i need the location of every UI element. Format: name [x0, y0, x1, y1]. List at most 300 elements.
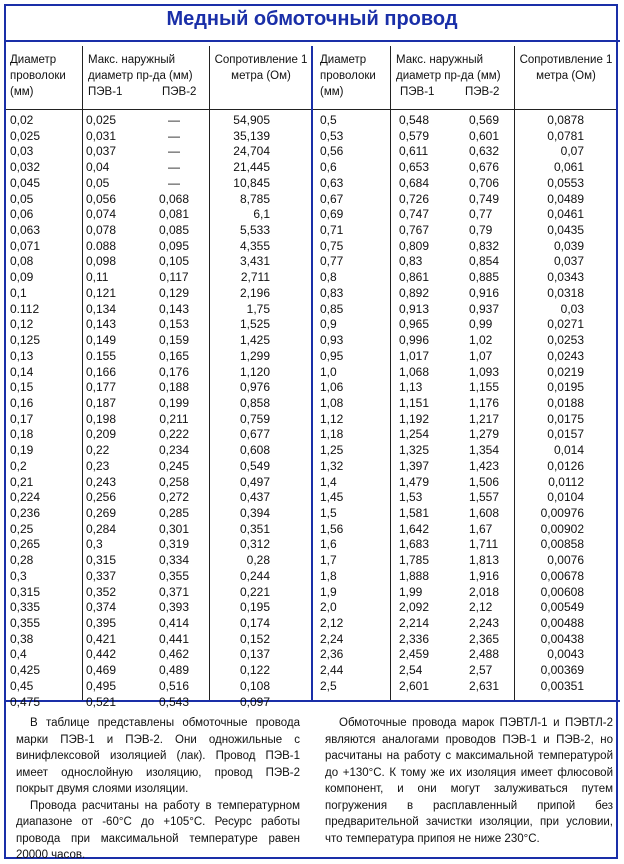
- table-cell: 1,916: [469, 568, 500, 583]
- table-cell: 0,976: [239, 380, 270, 395]
- table-cell: 0,1: [10, 285, 27, 300]
- left-resistance-column: [222, 113, 270, 710]
- table-cell: 0,153: [158, 317, 190, 332]
- table-cell: 0,137: [239, 647, 270, 662]
- table-cell: 0,061: [553, 160, 584, 175]
- table-cell: 0.088: [86, 238, 117, 253]
- table-cell: 0,176: [158, 364, 190, 379]
- table-cell: 1,299: [239, 348, 270, 363]
- table-cell: 0,301: [158, 521, 190, 536]
- table-cell: 1,67: [469, 521, 493, 536]
- table-cell: 2,196: [239, 285, 270, 300]
- table-cell: —: [168, 175, 180, 190]
- table-cell: 0,394: [239, 505, 270, 520]
- table-cell: 0,0195: [547, 380, 584, 395]
- right-resistance-column: [528, 113, 584, 695]
- left-pev2-column: [148, 113, 200, 710]
- table-cell: 0,143: [158, 301, 190, 316]
- table-cell: 1,56: [320, 521, 344, 536]
- table-cell: 0,9: [320, 317, 337, 332]
- table-cell: 0,548: [399, 113, 430, 127]
- table-cell: 0,885: [469, 270, 500, 285]
- table-cell: 1,02: [469, 333, 493, 348]
- table-cell: 1,7: [320, 553, 337, 568]
- table-cell: —: [168, 160, 180, 175]
- table-cell: 5,533: [239, 223, 270, 238]
- table-cell: 2,36: [320, 647, 344, 662]
- table-cell: 1,4: [320, 474, 337, 489]
- table-cell: 0,77: [469, 207, 493, 222]
- table-cell: 0,025: [10, 128, 41, 143]
- table-cell: 0,122: [239, 663, 270, 678]
- table-cell: 0,272: [158, 490, 190, 505]
- table-cell: 54,905: [233, 113, 270, 127]
- table-cell: 0,854: [469, 254, 500, 269]
- table-cell: 0,28: [10, 553, 34, 568]
- table-cell: 0,063: [10, 223, 41, 238]
- table-cell: 1,068: [399, 364, 430, 379]
- table-cell: 0,00902: [540, 521, 584, 536]
- table-cell: 0,05: [86, 175, 110, 190]
- table-cell: 1,12: [320, 411, 344, 426]
- table-cell: 0,17: [10, 411, 34, 426]
- header-pev2-right: ПЭВ-2: [465, 86, 500, 98]
- table-cell: 0,684: [399, 175, 430, 190]
- table-cell: 0,747: [399, 207, 430, 222]
- table-cell: 0,056: [86, 191, 117, 206]
- table-cell: 0,0461: [547, 207, 584, 222]
- table-cell: 0,18: [10, 427, 34, 442]
- table-cell: 1,151: [399, 395, 430, 410]
- table-cell: 0,0271: [547, 317, 584, 332]
- table-cell: 1,325: [399, 443, 430, 458]
- table-cell: 0,068: [158, 191, 190, 206]
- table-cell: 1,683: [399, 537, 430, 552]
- table-cell: 35,139: [233, 128, 270, 143]
- table-cell: 1,120: [239, 364, 270, 379]
- table-cell: 0,0253: [547, 333, 584, 348]
- table-cell: 1,642: [399, 521, 430, 536]
- table-cell: 0,121: [86, 285, 117, 300]
- table-cell: 1,711: [469, 537, 499, 552]
- table-cell: 0,195: [239, 600, 270, 615]
- table-cell: 0,078: [86, 223, 117, 238]
- right-diameter-column: [320, 113, 380, 695]
- table-cell: 0,00678: [540, 568, 584, 583]
- note-paragraph: Обмоточные провода марок ПЭВТЛ-1 и ПЭВТЛ-2 являются аналогами проводов ПЭВ-1 и ПЭВ-2, но расчитаны на работу с максимальной температурой до +130°С. К тому же их изоляция имеет флюсовой компонент, и они могут залуживаться путем погружения в расплавленный припой без предварительной зачистки изоляции, при условии, что температура припоя не ниже 230°С.: [325, 717, 613, 845]
- header-pev2-left: ПЭВ-2: [162, 86, 197, 98]
- table-cell: 0,83: [399, 254, 423, 269]
- table-cell: 0,234: [158, 443, 190, 458]
- table-cell: 0.155: [86, 348, 117, 363]
- table-cell: 0,149: [86, 333, 117, 348]
- table-cell: 0,0489: [547, 191, 584, 206]
- table-cell: 0,05: [10, 191, 34, 206]
- table-cell: 0,0781: [547, 128, 584, 143]
- table-cell: 2,57: [469, 663, 493, 678]
- table-cell: 0,00976: [540, 505, 584, 520]
- table-cell: 0,67: [320, 191, 344, 206]
- table-cell: 0,00488: [540, 616, 584, 630]
- table-cell: 0,071: [10, 238, 41, 253]
- table-cell: 0,222: [158, 427, 190, 442]
- table-cell: 0,352: [86, 584, 117, 599]
- table-cell: 0,421: [86, 631, 117, 646]
- table-cell: 0,63: [320, 175, 344, 190]
- table-cell: 0,2: [10, 458, 27, 473]
- table-cell: 0,125: [10, 333, 41, 348]
- table-cell: 0,726: [399, 191, 430, 206]
- table-cell: 0,521: [86, 694, 117, 709]
- table-cell: 0,767: [399, 223, 430, 238]
- table-cell: 2,488: [469, 647, 500, 662]
- table-cell: 0,996: [399, 333, 430, 348]
- table-cell: 0,265: [10, 537, 41, 552]
- table-cell: 0,749: [469, 191, 500, 206]
- table-cell: 0,081: [158, 207, 190, 222]
- table-cell: 0,608: [239, 443, 270, 458]
- table-cell: 1,18: [320, 427, 344, 442]
- table-cell: 0,809: [399, 238, 430, 253]
- header-pev1-left: ПЭВ-1: [88, 86, 123, 98]
- table-cell: 0,315: [10, 584, 41, 599]
- table-cell: 1,557: [469, 490, 500, 505]
- table-cell: 0,601: [469, 128, 500, 143]
- table-cell: 0,243: [86, 474, 117, 489]
- table-cell: 0,371: [158, 584, 190, 599]
- table-cell: 1,07: [469, 348, 493, 363]
- table-cell: 0,677: [239, 427, 270, 442]
- table-cell: 0,442: [86, 647, 117, 662]
- table-cell: 0,00608: [540, 584, 584, 599]
- note-paragraph: Провода расчитаны на работу в температурном диапазоне от -60°С до +105°С. Ресурс работы провода при максимальной температуре равен 20000 часов.: [16, 799, 300, 861]
- header-pev1-right: ПЭВ-1: [400, 86, 435, 98]
- table-cell: 2,54: [399, 663, 423, 678]
- table-cell: 0,497: [239, 474, 270, 489]
- table-cell: 0,0219: [547, 364, 584, 379]
- table-cell: 8,785: [239, 191, 270, 206]
- table-cell: 0,00858: [540, 537, 584, 552]
- table-cell: 0,335: [10, 600, 41, 615]
- table-cell: 2,24: [320, 631, 344, 646]
- table-cell: 0,706: [469, 175, 500, 190]
- table-cell: 0,211: [159, 411, 189, 426]
- table-cell: 2,459: [399, 647, 430, 662]
- table-cell: 0,579: [399, 128, 430, 143]
- table-cell: 0,03: [560, 301, 584, 316]
- table-cell: 0,245: [158, 458, 190, 473]
- table-cell: 0,032: [10, 160, 41, 175]
- table-cell: 0,244: [239, 568, 270, 583]
- table-cell: 0,0112: [548, 474, 584, 489]
- table-cell: 0,462: [158, 647, 190, 662]
- table-cell: 0,6: [320, 160, 337, 175]
- column-divider: [514, 46, 515, 700]
- table-cell: 0,516: [158, 678, 190, 693]
- table-cell: 0,108: [239, 678, 270, 693]
- table-cell: 0,437: [239, 490, 270, 505]
- table-divider: [311, 46, 313, 700]
- table-cell: 0,351: [239, 521, 270, 536]
- table-cell: 0,916: [469, 285, 500, 300]
- table-cell: 0,71: [320, 223, 344, 238]
- table-cell: 0,0435: [547, 223, 584, 238]
- table-cell: 0,16: [10, 395, 34, 410]
- table-cell: 0,0104: [547, 490, 584, 505]
- table-cell: 0,3: [86, 537, 103, 552]
- table-cell: 0,676: [469, 160, 500, 175]
- table-cell: 4,355: [239, 238, 270, 253]
- table-cell: 0,892: [399, 285, 430, 300]
- header-resistance-right: Сопротивление 1 метра (Ом): [519, 54, 613, 82]
- table-cell: 1,06: [320, 380, 344, 395]
- table-cell: 0,95: [320, 348, 344, 363]
- table-cell: 0,0878: [547, 113, 584, 127]
- table-cell: 0,549: [239, 458, 270, 473]
- table-cell: 0,258: [158, 474, 190, 489]
- table-cell: 2,631: [469, 678, 500, 693]
- table-cell: 0,0126: [547, 458, 584, 473]
- table-cell: 1,75: [246, 301, 270, 316]
- table-cell: 0,28: [246, 553, 270, 568]
- table-cell: 0,0318: [547, 285, 584, 300]
- table-cell: 2,336: [399, 631, 430, 646]
- table-cell: 2,12: [469, 600, 493, 615]
- table-cell: 0,374: [86, 600, 117, 615]
- table-cell: 0,12: [10, 317, 34, 332]
- table-cell: 0,337: [86, 568, 117, 583]
- table-cell: 0,334: [158, 553, 190, 568]
- table-cell: 0,105: [158, 254, 190, 269]
- table-cell: 0,256: [86, 490, 117, 505]
- table-cell: 0,285: [158, 505, 190, 520]
- table-cell: 0,11: [86, 270, 109, 285]
- table-cell: 1,785: [399, 553, 430, 568]
- table-cell: 0,832: [469, 238, 500, 253]
- page-title: Медный обмоточный провод: [166, 8, 458, 30]
- table-cell: 1,397: [399, 458, 430, 473]
- table-cell: 0,56: [320, 144, 344, 159]
- table-cell: 2,243: [469, 616, 500, 630]
- header-rule-left: [6, 109, 311, 110]
- table-cell: 0,77: [320, 254, 344, 269]
- table-cell: 0,0243: [547, 348, 584, 363]
- table-cell: 1,08: [320, 395, 344, 410]
- notes-right: [325, 715, 613, 847]
- table-cell: 0,3: [10, 568, 27, 583]
- right-pev1-column: [399, 113, 453, 695]
- table-cell: —: [168, 144, 180, 159]
- table-cell: 0,4: [10, 647, 27, 662]
- header-max-outer-left: Макс. наружный диаметр пр-да (мм): [88, 54, 193, 82]
- table-cell: 2,092: [399, 600, 430, 615]
- table-cell: 1,279: [469, 427, 500, 442]
- table-cell: 0,198: [86, 411, 117, 426]
- table-cell: 24,704: [233, 144, 270, 159]
- table-cell: 1,479: [399, 474, 430, 489]
- table-cell: 0,23: [86, 458, 110, 473]
- table-cell: 0,79: [469, 223, 493, 238]
- table-cell: 0,25: [10, 521, 34, 536]
- table-cell: 0.112: [10, 301, 40, 316]
- table-cell: 0,913: [399, 301, 430, 316]
- table-cell: 1,581: [399, 505, 430, 520]
- table-cell: 0,543: [158, 694, 190, 709]
- table-cell: 0,0076: [547, 553, 584, 568]
- table-cell: 0,097: [239, 694, 270, 709]
- table-cell: —: [168, 113, 180, 127]
- table-cell: 0,129: [158, 285, 190, 300]
- table-cell: 1,608: [469, 505, 500, 520]
- column-divider: [82, 46, 83, 700]
- table-cell: 0,312: [239, 537, 270, 552]
- table-cell: 0,284: [86, 521, 117, 536]
- table-cell: 0,53: [320, 128, 344, 143]
- table-cell: 0,159: [158, 333, 190, 348]
- table-cell: 0,965: [399, 317, 430, 332]
- table-cell: 0,495: [86, 678, 117, 693]
- table-cell: 0,83: [320, 285, 344, 300]
- table-cell: 0,014: [553, 443, 584, 458]
- table-cell: 0,09: [10, 270, 34, 285]
- table-cell: 0,166: [86, 364, 117, 379]
- table-cell: 1,53: [399, 490, 423, 505]
- table-cell: 2,44: [320, 663, 344, 678]
- table-cell: 0,224: [10, 490, 41, 505]
- notes-left: [16, 715, 300, 864]
- table-cell: 1,25: [320, 443, 344, 458]
- table-cell: 0,569: [469, 113, 500, 127]
- table-cell: 0,469: [86, 663, 117, 678]
- table-cell: 0,165: [158, 348, 190, 363]
- table-cell: 2,0: [320, 600, 337, 615]
- table-cell: 0,188: [158, 380, 190, 395]
- table-cell: 0,025: [86, 113, 117, 127]
- table-cell: 0,8: [320, 270, 337, 285]
- table-cell: 0,06: [10, 207, 34, 222]
- table-cell: 0,19: [10, 443, 34, 458]
- table-cell: 0,037: [86, 144, 117, 159]
- table-cell: 0,07: [560, 144, 584, 159]
- table-cell: 0,199: [158, 395, 190, 410]
- table-cell: 1,8: [320, 568, 337, 583]
- table-cell: 1,017: [399, 348, 430, 363]
- table-cell: 0,355: [10, 616, 41, 630]
- table-cell: 0,08: [10, 254, 34, 269]
- table-cell: 0,319: [158, 537, 190, 552]
- table-cell: 0,098: [86, 254, 117, 269]
- table-cell: 10,845: [233, 175, 270, 190]
- table-cell: 0,187: [86, 395, 117, 410]
- table-cell: 0,15: [10, 380, 34, 395]
- table-cell: 2,601: [399, 678, 430, 693]
- table-cell: 1,425: [239, 333, 270, 348]
- table-cell: 0,315: [86, 553, 117, 568]
- table-cell: 0,395: [86, 616, 117, 630]
- table-cell: 0,209: [86, 427, 117, 442]
- table-cell: 0,00369: [540, 663, 584, 678]
- table-cell: 2,365: [469, 631, 500, 646]
- table-cell: 1,506: [469, 474, 500, 489]
- table-cell: 0,13: [10, 348, 34, 363]
- table-cell: 0,031: [86, 128, 117, 143]
- table-cell: 0,75: [320, 238, 344, 253]
- table-cell: 0,414: [158, 616, 190, 630]
- table-cell: 0,152: [239, 631, 270, 646]
- table-cell: 0,653: [399, 160, 430, 175]
- table-cell: 0,0157: [547, 427, 584, 442]
- table-cell: 0,221: [239, 584, 270, 599]
- table-cell: 1,13: [399, 380, 423, 395]
- table-cell: 0,632: [469, 144, 500, 159]
- table-cell: 0,045: [10, 175, 41, 190]
- table-cell: 0,143: [86, 317, 117, 332]
- right-pev2-column: [469, 113, 513, 695]
- table-cell: 0,02: [10, 113, 34, 127]
- table-cell: 0,93: [320, 333, 344, 348]
- table-cell: 0,269: [86, 505, 117, 520]
- table-cell: 1,32: [320, 458, 344, 473]
- column-divider: [209, 46, 210, 700]
- table-cell: 1,217: [469, 411, 500, 426]
- table-cell: 2,5: [320, 678, 337, 693]
- table-cell: 0,38: [10, 631, 34, 646]
- table-cell: 0,22: [86, 443, 110, 458]
- table-cell: 0,937: [469, 301, 500, 316]
- table-cell: 0,21: [10, 474, 34, 489]
- table-cell: 0,00438: [540, 631, 584, 646]
- table-cell: 0,03: [10, 144, 34, 159]
- table-cell: 0,117: [159, 270, 189, 285]
- table-cell: 3,431: [239, 254, 270, 269]
- header-max-outer-right: Макс. наружный диаметр пр-да (мм): [396, 54, 501, 82]
- table-cell: 2,12: [320, 616, 344, 630]
- table-cell: 2,214: [399, 616, 430, 630]
- table-cell: 0,861: [399, 270, 430, 285]
- table-cell: 0,441: [158, 631, 190, 646]
- table-cell: 0,0343: [547, 270, 584, 285]
- table-cell: 0,393: [158, 600, 190, 615]
- table-cell: 0,085: [158, 223, 190, 238]
- table-cell: 0,355: [158, 568, 190, 583]
- note-paragraph: В таблице представлены обмоточные провода марки ПЭВ-1 и ПЭВ-2. Они одножильные с винифлексовой изоляцией (лак). Провод ПЭВ-1 имеет однослойную изоляцию, провод ПЭВ-2 покрыт двумя слоями изоляции.: [16, 717, 300, 795]
- table-cell: 1,093: [469, 364, 500, 379]
- table-cell: 1,6: [320, 537, 337, 552]
- header-rule-right: [313, 109, 616, 110]
- table-cell: 21,445: [233, 160, 270, 175]
- table-cell: 1,9: [320, 584, 337, 599]
- table-cell: 0,99: [469, 317, 493, 332]
- table-cell: 0,0043: [547, 647, 584, 662]
- left-pev1-column: [86, 113, 138, 710]
- left-diameter-column: [10, 113, 80, 710]
- table-cell: 0,04: [86, 160, 110, 175]
- table-cell: 0,0175: [547, 411, 584, 426]
- table-cell: 0,0188: [547, 395, 584, 410]
- table-cell: 0,14: [10, 364, 34, 379]
- title-rule: [4, 40, 620, 42]
- table-cell: 1,45: [320, 490, 344, 505]
- table-cell: 0,037: [553, 254, 584, 269]
- table-cell: 1,813: [469, 553, 500, 568]
- table-cell: 1,155: [469, 380, 500, 395]
- table-cell: 1,5: [320, 505, 337, 520]
- column-divider: [390, 46, 391, 700]
- table-cell: 2,018: [469, 584, 500, 599]
- table-cell: 0,0553: [547, 175, 584, 190]
- table-cell: 0,039: [553, 238, 584, 253]
- table-cell: 1,525: [239, 317, 270, 332]
